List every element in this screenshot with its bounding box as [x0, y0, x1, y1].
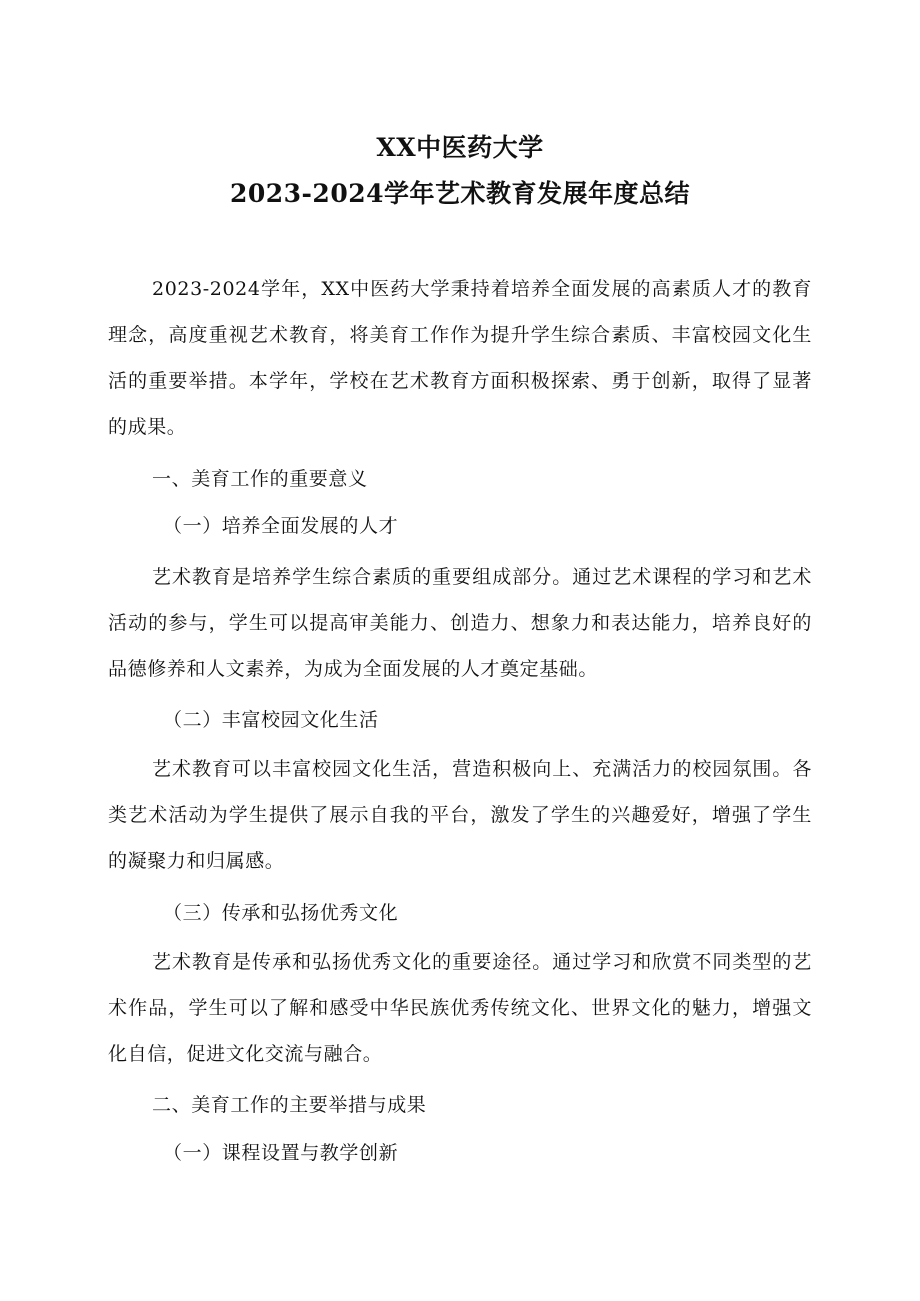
section2-sub1-heading: （一）课程设置与教学创新 — [163, 1142, 399, 1164]
section1-sub2-paragraph: 艺术教育可以丰富校园文化生活，营造积极向上、充满活力的校园氛围。各类艺术活动为学生提供了展示自我的平台，激发了学生的兴趣爱好，增强了学生的凝聚力和归属感。 — [108, 758, 812, 872]
section1-sub1-paragraph: 艺术教育是培养学生综合素质的重要组成部分。通过艺术课程的学习和艺术活动的参与，学生可以提高审美能力、创造力、想象力和表达能力，培养良好的品德修养和人文素养，为成为全面发展的人才奠定基础。 — [108, 566, 812, 680]
section1-sub3-heading: （三）传承和弘扬优秀文化 — [163, 902, 399, 924]
section1-sub3-paragraph: 艺术教育是传承和弘扬优秀文化的重要途径。通过学习和欣赏不同类型的艺术作品，学生可以了解和感受中华民族优秀传统文化、世界文化的魅力，增强文化自信，促进文化交流与融合。 — [108, 951, 812, 1065]
section2-heading: 二、美育工作的主要举措与成果 — [152, 1094, 427, 1116]
section1-sub2-heading: （二）丰富校园文化生活 — [163, 709, 379, 731]
section1-heading: 一、美育工作的重要意义 — [152, 468, 368, 490]
document-title-line2: 2023-2024学年艺术教育发展年度总结 — [229, 179, 691, 208]
intro-paragraph: 2023-2024学年，XX中医药大学秉持着培养全面发展的高素质人才的教育理念，高度重视艺术教育，将美育工作作为提升学生综合素质、丰富校园文化生活的重要举措。本学年，学校在艺术教育方面积极探索、勇于创新，取得了显著的成果。 — [108, 278, 812, 438]
document-title-line1: XX中医药大学 — [376, 133, 544, 162]
section1-sub1-heading: （一）培养全面发展的人才 — [163, 515, 399, 537]
